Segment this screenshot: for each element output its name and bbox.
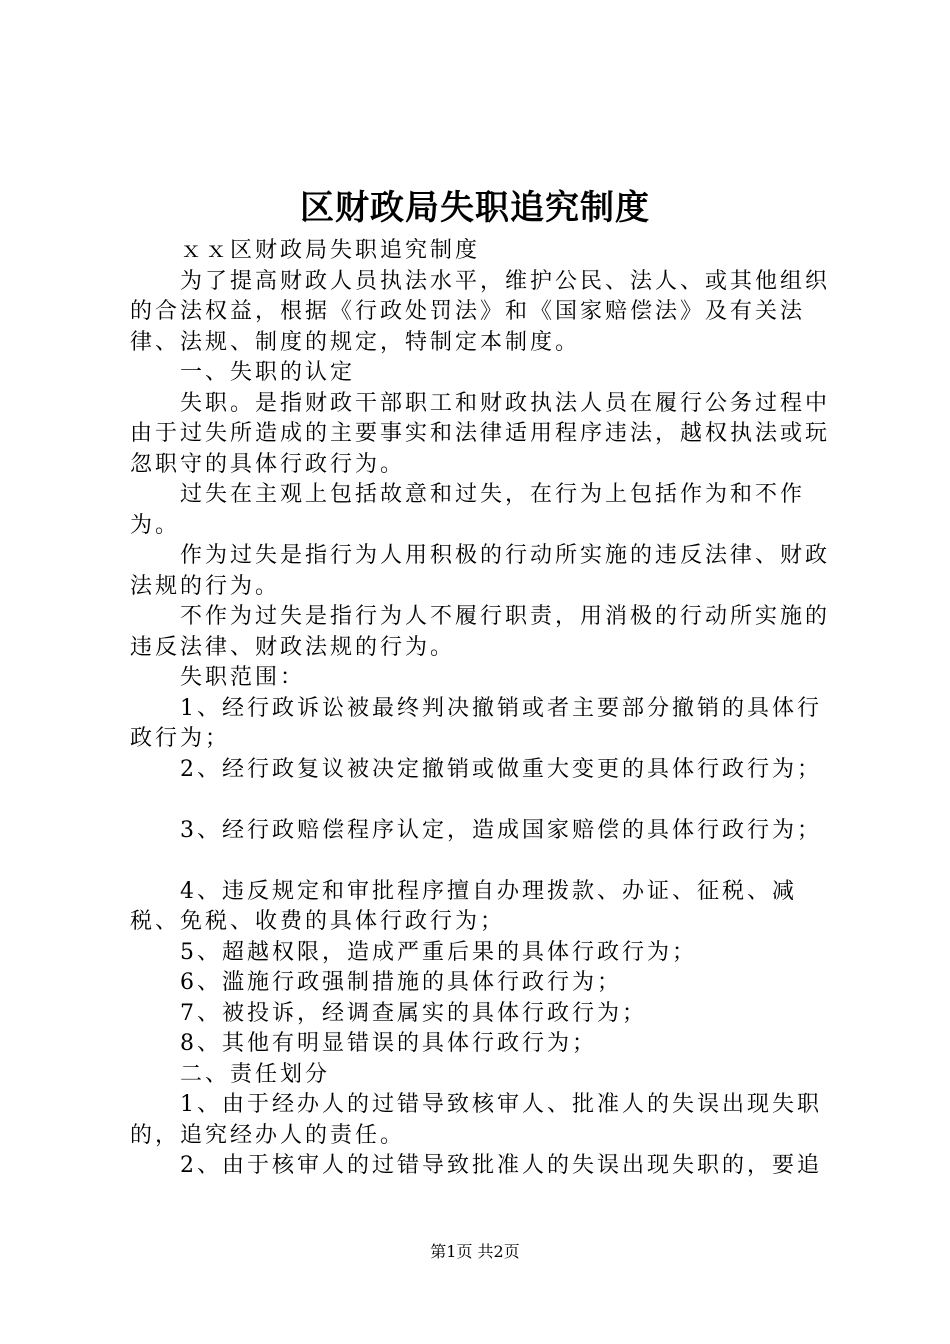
paragraph: 失职范围：: [180, 665, 306, 690]
section-heading: 一、失职的认定: [180, 360, 356, 385]
list-item: 8、其他有明显错误的具体行政行为；: [180, 1031, 597, 1056]
document-body: [130, 236, 830, 1182]
paragraph: 作为过失是指行为人用积极的行动所实施的违反法律、财政法规的行为。: [130, 543, 831, 599]
list-item: 6、滥施行政强制措施的具体行政行为；: [180, 970, 622, 995]
paragraph: 为了提高财政人员执法水平，维护公民、法人、或其他组织的合法权益，根据《行政处罚法》和《国家赔偿法》及有关法律、法规、制度的规定，特制定本制度。: [130, 268, 831, 355]
list-item: 5、超越权限，造成严重后果的具体行政行为；: [180, 939, 697, 965]
section-heading: 二、责任划分: [180, 1061, 331, 1087]
list-item: 1、经行政诉讼被最终判决撤销或者主要部分撤销的具体行政行为；: [130, 695, 822, 751]
paragraph: 不作为过失是指行为人不履行职责，用消极的行动所实施的违反法律、财政法规的行为。: [130, 604, 831, 660]
list-item: 2、经行政复议被决定撤销或做重大变更的具体行政行为；: [180, 756, 822, 782]
list-item: 3、经行政赔偿程序认定，造成国家赔偿的具体行政行为；: [180, 817, 822, 843]
list-item: 7、被投诉，经调查属实的具体行政行为；: [180, 1000, 647, 1026]
page-number: 第1页 共2页: [430, 1242, 520, 1261]
paragraph: 过失在主观上包括故意和过失，在行为上包括作为和不作为。: [130, 482, 806, 538]
paragraph: 失职。是指财政干部职工和财政执法人员在履行公务过程中由于过失所造成的主要事实和法律适用程序违法，越权执法或玩忽职守的具体行政行为。: [130, 390, 831, 477]
list-item: 4、违反规定和审批程序擅自办理拨款、办证、征税、减税、免税、收费的具体行政行为；: [130, 878, 797, 934]
list-item: 2、由于核审人的过错导致批准人的失误出现失职的，要追: [180, 1153, 822, 1178]
list-item: 1、由于经办人的过错导致核审人、批准人的失误出现失职的，追究经办人的责任。: [130, 1092, 822, 1148]
paragraph: ｘｘ区财政局失职追究制度: [180, 238, 481, 263]
document-title: 区财政局失职追究制度: [300, 188, 650, 228]
